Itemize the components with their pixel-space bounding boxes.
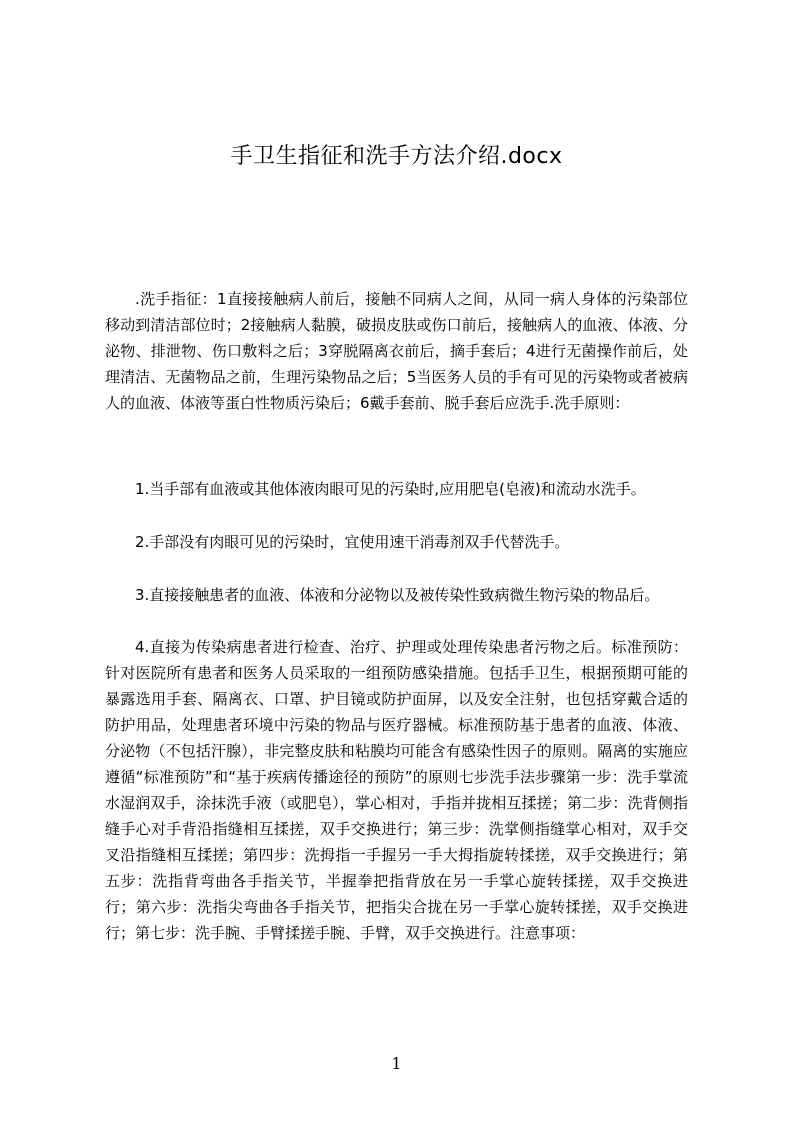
paragraph-principle-3: 3.直接接触患者的血液、体液和分泌物以及被传染性致病微生物污染的物品后。 <box>135 586 660 604</box>
paragraph-principle-2: 2.手部没有肉眼可见的污染时，宜使用速干消毒剂双手代替洗手。 <box>135 533 570 551</box>
paragraph-hand-washing-indications: .洗手指征：1直接接触病人前后，接触不同病人之间，从同一病人身体的污染部位移动到清洁部位时；2接触病人黏膜，破损皮肤或伤口前后，接触病人的血液、体液、分泌物、排泄物、伤口敷料之后；3穿脱隔离衣前后，摘手套后；4进行无菌操作前后，处理清洁、无菌物品之前，生理污染物品之后；5当医务人员的手有可见的污染物或者被病人的血液、体液等蛋白性物质污染后；6戴手套前、脱手套后应洗手.洗手原则： <box>105 290 688 412</box>
paragraph-principle-4-seven-steps: 4.直接为传染病患者进行检查、治疗、护理或处理传染患者污物之后。标准预防：针对医院所有患者和医务人员采取的一组预防感染措施。包括手卫生，根据预期可能的暴露选用手套、隔离衣、口罩、护目镜或防护面屏，以及安全注射，也包括穿戴合适的防护用品，处理患者环境中污染的物品与医疗器械。标准预防基于患者的血液、体液、分泌物（不包括汗腺），非完整皮肤和粘膜均可能含有感染性因子的原则。隔离的实施应遵循“标准预防”和“基于疾病传播途径的预防”的原则七步洗手法步骤第一步：洗手掌流水湿润双手，涂抹洗手液（或肥皂），掌心相对，手指并拢相互揉搓；第二步：洗背侧指缝手心对手背沿指缝相互揉搓，双手交换进行；第三步：洗掌侧指缝掌心相对，双手交叉沿指缝相互揉搓；第四步：洗拇指一手握另一手大拇指旋转揉搓，双手交换进行；第五步：洗指背弯曲各手指关节，半握拳把指背放在另一手掌心旋转揉搓，双手交换进行；第六步：洗指尖弯曲各手指关节，把指尖合拢在另一手掌心旋转揉搓，双手交换进行；第七步：洗手腕、手臂揉搓手腕、手臂，双手交换进行。注意事项： <box>105 638 688 942</box>
page-number: 1 <box>391 1054 402 1073</box>
document-title: 手卫生指征和洗手方法介绍.docx <box>230 144 563 169</box>
paragraph-principle-1: 1.当手部有血液或其他体液肉眼可见的污染时,应用肥皂(皂液)和流动水洗手。 <box>135 480 646 498</box>
